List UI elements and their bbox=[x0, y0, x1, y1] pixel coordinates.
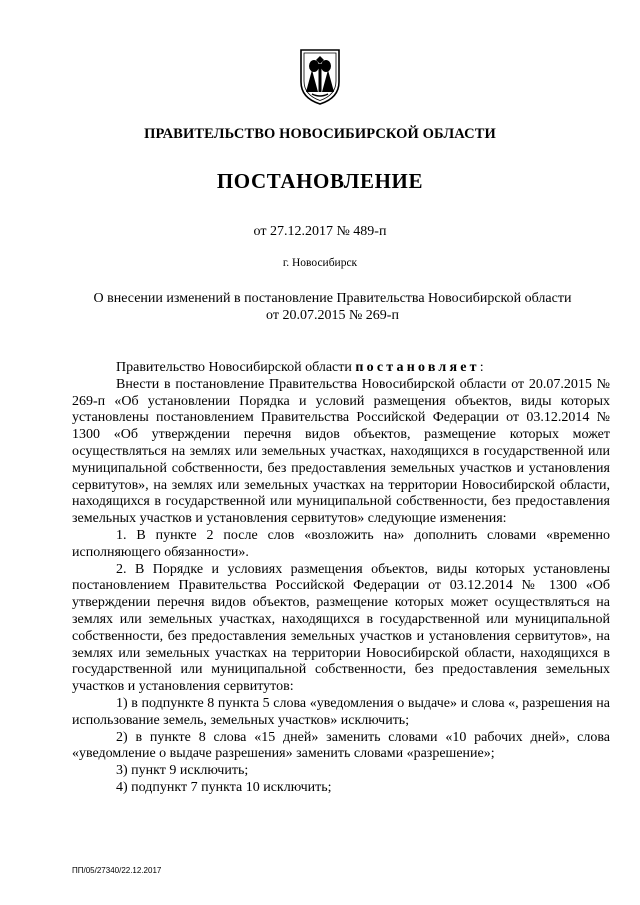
coat-of-arms-icon bbox=[298, 48, 342, 106]
date-number-line: от 27.12.2017 № 489-п bbox=[253, 224, 387, 239]
paragraph-item-2: 2. В Порядке и условиях размещения объектов, виды которых установлены постановлением Правительства Российской Федерации от 03.12.2014 № 1300 «Об утверждении перечня видов объектов, размещение которых может осуществляться на землях или земельных участках, находящихся в государственной или муниципальной собственности, без предоставления земельных участков и установления сервитутов», на землях или земельных участках на территории Новосибирской области, находящихся в государственной или муниципальной собственности, без предоставления земельных участков и установления сервитутов: bbox=[72, 561, 610, 695]
paragraph-subitem-3: 3) пункт 9 исключить; bbox=[116, 763, 249, 779]
paragraph-subitem-2: 2) в пункте 8 слова «15 дней» заменить словами «10 рабочих дней», слова «уведомление о выдаче разрешения» заменить словами «разрешение»; bbox=[72, 729, 610, 762]
paragraph-amend-intro: Внести в постановление Правительства Новосибирской области от 20.07.2015 № 269-п «Об установлении Порядка и условий размещения объектов, виды которых установлены постановлением Правительства Российской Федерации от 03.12.2014 № 1300 «Об утверждении перечня видов объектов, размещение которых может осуществляться на землях или земельных участках, находящихся в государственной или муниципальной собственности, без предоставления земельных участков и установления сервитутов», на землях или земельных участках на территории Новосибирской области, находящихся в государственной или муниципальной собственности, без предоставления земельных участков и установления сервитутов» следующие изменения: bbox=[72, 376, 610, 527]
subject-line-1: О внесении изменений в постановление Правительства Новосибирской области bbox=[93, 291, 572, 306]
document-body bbox=[72, 360, 610, 797]
government-name: ПРАВИТЕЛЬСТВО НОВОСИБИРСКОЙ ОБЛАСТИ bbox=[144, 126, 496, 142]
paragraph-subitem-1: 1) в подпункте 8 пункта 5 слова «уведомления о выдаче» и слова «, разрешения на использование земель, земельных участков» исключить; bbox=[72, 695, 610, 728]
paragraph-subitem-4: 4) подпункт 7 пункта 10 исключить; bbox=[116, 779, 332, 795]
intro-tail: : bbox=[479, 360, 484, 375]
intro-lead: Правительство Новосибирской области bbox=[116, 360, 356, 375]
subject-line-2: от 20.07.2015 № 269-п bbox=[266, 308, 399, 323]
intro-keyword: постановляет bbox=[355, 360, 480, 375]
footer-code: ПП/05/27340/22.12.2017 bbox=[72, 866, 162, 875]
city-line: г. Новосибирск bbox=[282, 257, 358, 269]
document-type: ПОСТАНОВЛЕНИЕ bbox=[216, 169, 424, 193]
intro-paragraph bbox=[72, 360, 610, 377]
document-subject bbox=[60, 290, 605, 324]
paragraph-item-1: 1. В пункте 2 после слов «возложить на» дополнить словами «временно исполняющего обязанности». bbox=[72, 527, 610, 560]
